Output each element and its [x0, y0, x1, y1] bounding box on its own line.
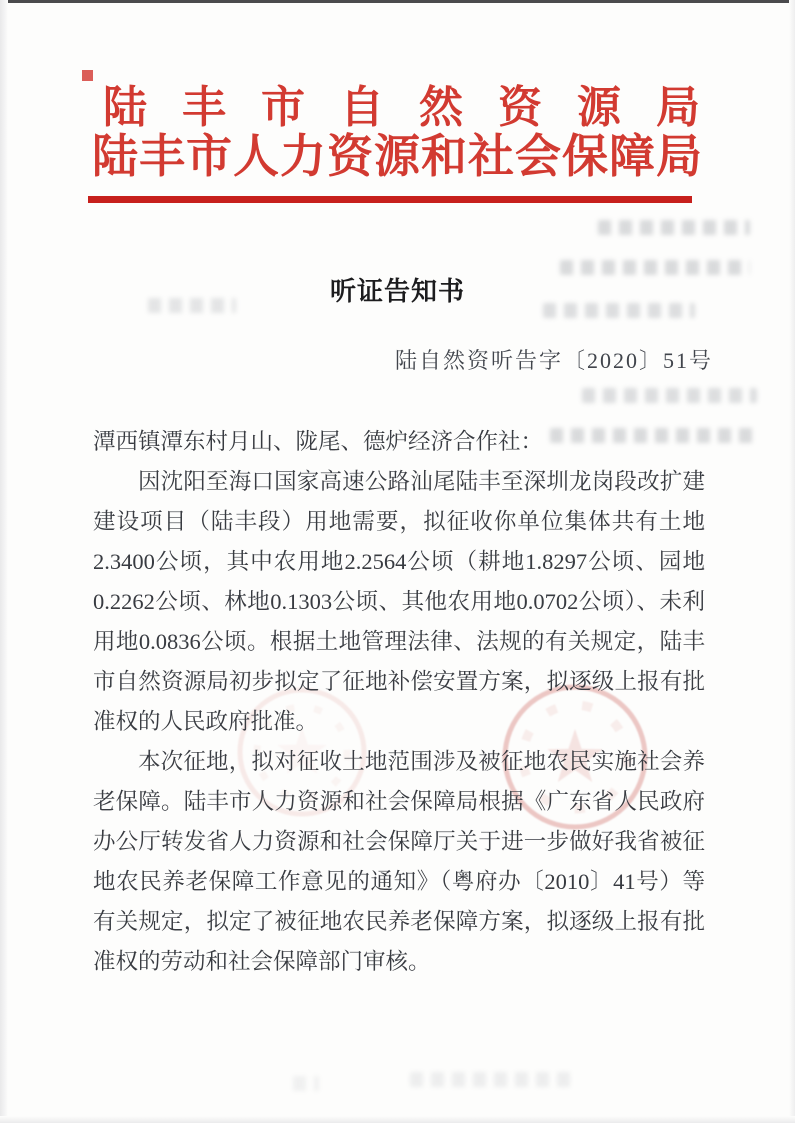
body-line: 地农民养老保障工作意见的通知》（粤府办〔2010〕41号）等: [93, 869, 705, 894]
scan-edge-bottom: [0, 1116, 795, 1123]
body-line: 本次征地，拟对征收土地范围涉及被征地农民实施社会养: [138, 749, 705, 774]
body-line: 用地0.0836公顷。根据土地管理法律、法规的有关规定，陆丰: [93, 629, 705, 654]
scan-edge-left: [0, 0, 8, 1123]
body-line: 准权的人民政府批准。: [93, 709, 319, 734]
body-line: 建设项目（陆丰段）用地需要，拟征收你单位集体共有土地: [93, 509, 705, 534]
bleedthrough-mark: [560, 260, 750, 275]
addressee-line: 潭西镇潭东村月山、陇尾、德炉经济合作社：: [93, 429, 544, 454]
bleedthrough-mark: [582, 388, 757, 403]
scan-edge-right: [789, 0, 795, 1123]
document-title: 听证告知书: [329, 276, 465, 306]
body-line: 市自然资源局初步拟定了征地补偿安置方案，拟逐级上报有批: [93, 669, 705, 694]
body-line: 准权的劳动和社会保障部门审核。: [93, 949, 431, 974]
body-line: 2.3400公顷，其中农用地2.2564公顷（耕地1.8297公顷、园地: [93, 549, 705, 574]
document-number: 陆自然资听告字〔2020〕51号: [394, 348, 713, 373]
body-line: 办公厅转发省人力资源和社会保障厅关于进一步做好我省被征: [93, 829, 705, 854]
body-line: 0.2262公顷、林地0.1303公顷、其他农用地0.0702公顷）、未利: [93, 589, 705, 614]
issuing-org-line2: 陆丰市人力资源和社会保障局: [92, 131, 703, 182]
document-body: [93, 422, 705, 982]
scan-edge-top: [0, 0, 795, 3]
bleedthrough-mark: [410, 1072, 575, 1087]
bleedthrough-mark: [598, 220, 750, 235]
body-line: 有关规定，拟定了被征地农民养老保障方案，拟逐级上报有批: [93, 909, 705, 934]
bleedthrough-mark: [293, 1076, 319, 1091]
body-paragraphs: [93, 462, 705, 982]
body-line: 老保障。陆丰市人力资源和社会保障局根据《广东省人民政府: [93, 789, 705, 814]
letterhead-divider-rule: [88, 196, 692, 203]
body-line: 因沈阳至海口国家高速公路汕尾陆丰至深圳龙岗段改扩建: [138, 469, 705, 494]
red-corner-mark: [82, 70, 93, 81]
issuing-org-line1: 陆丰市自然资源局: [103, 83, 735, 132]
